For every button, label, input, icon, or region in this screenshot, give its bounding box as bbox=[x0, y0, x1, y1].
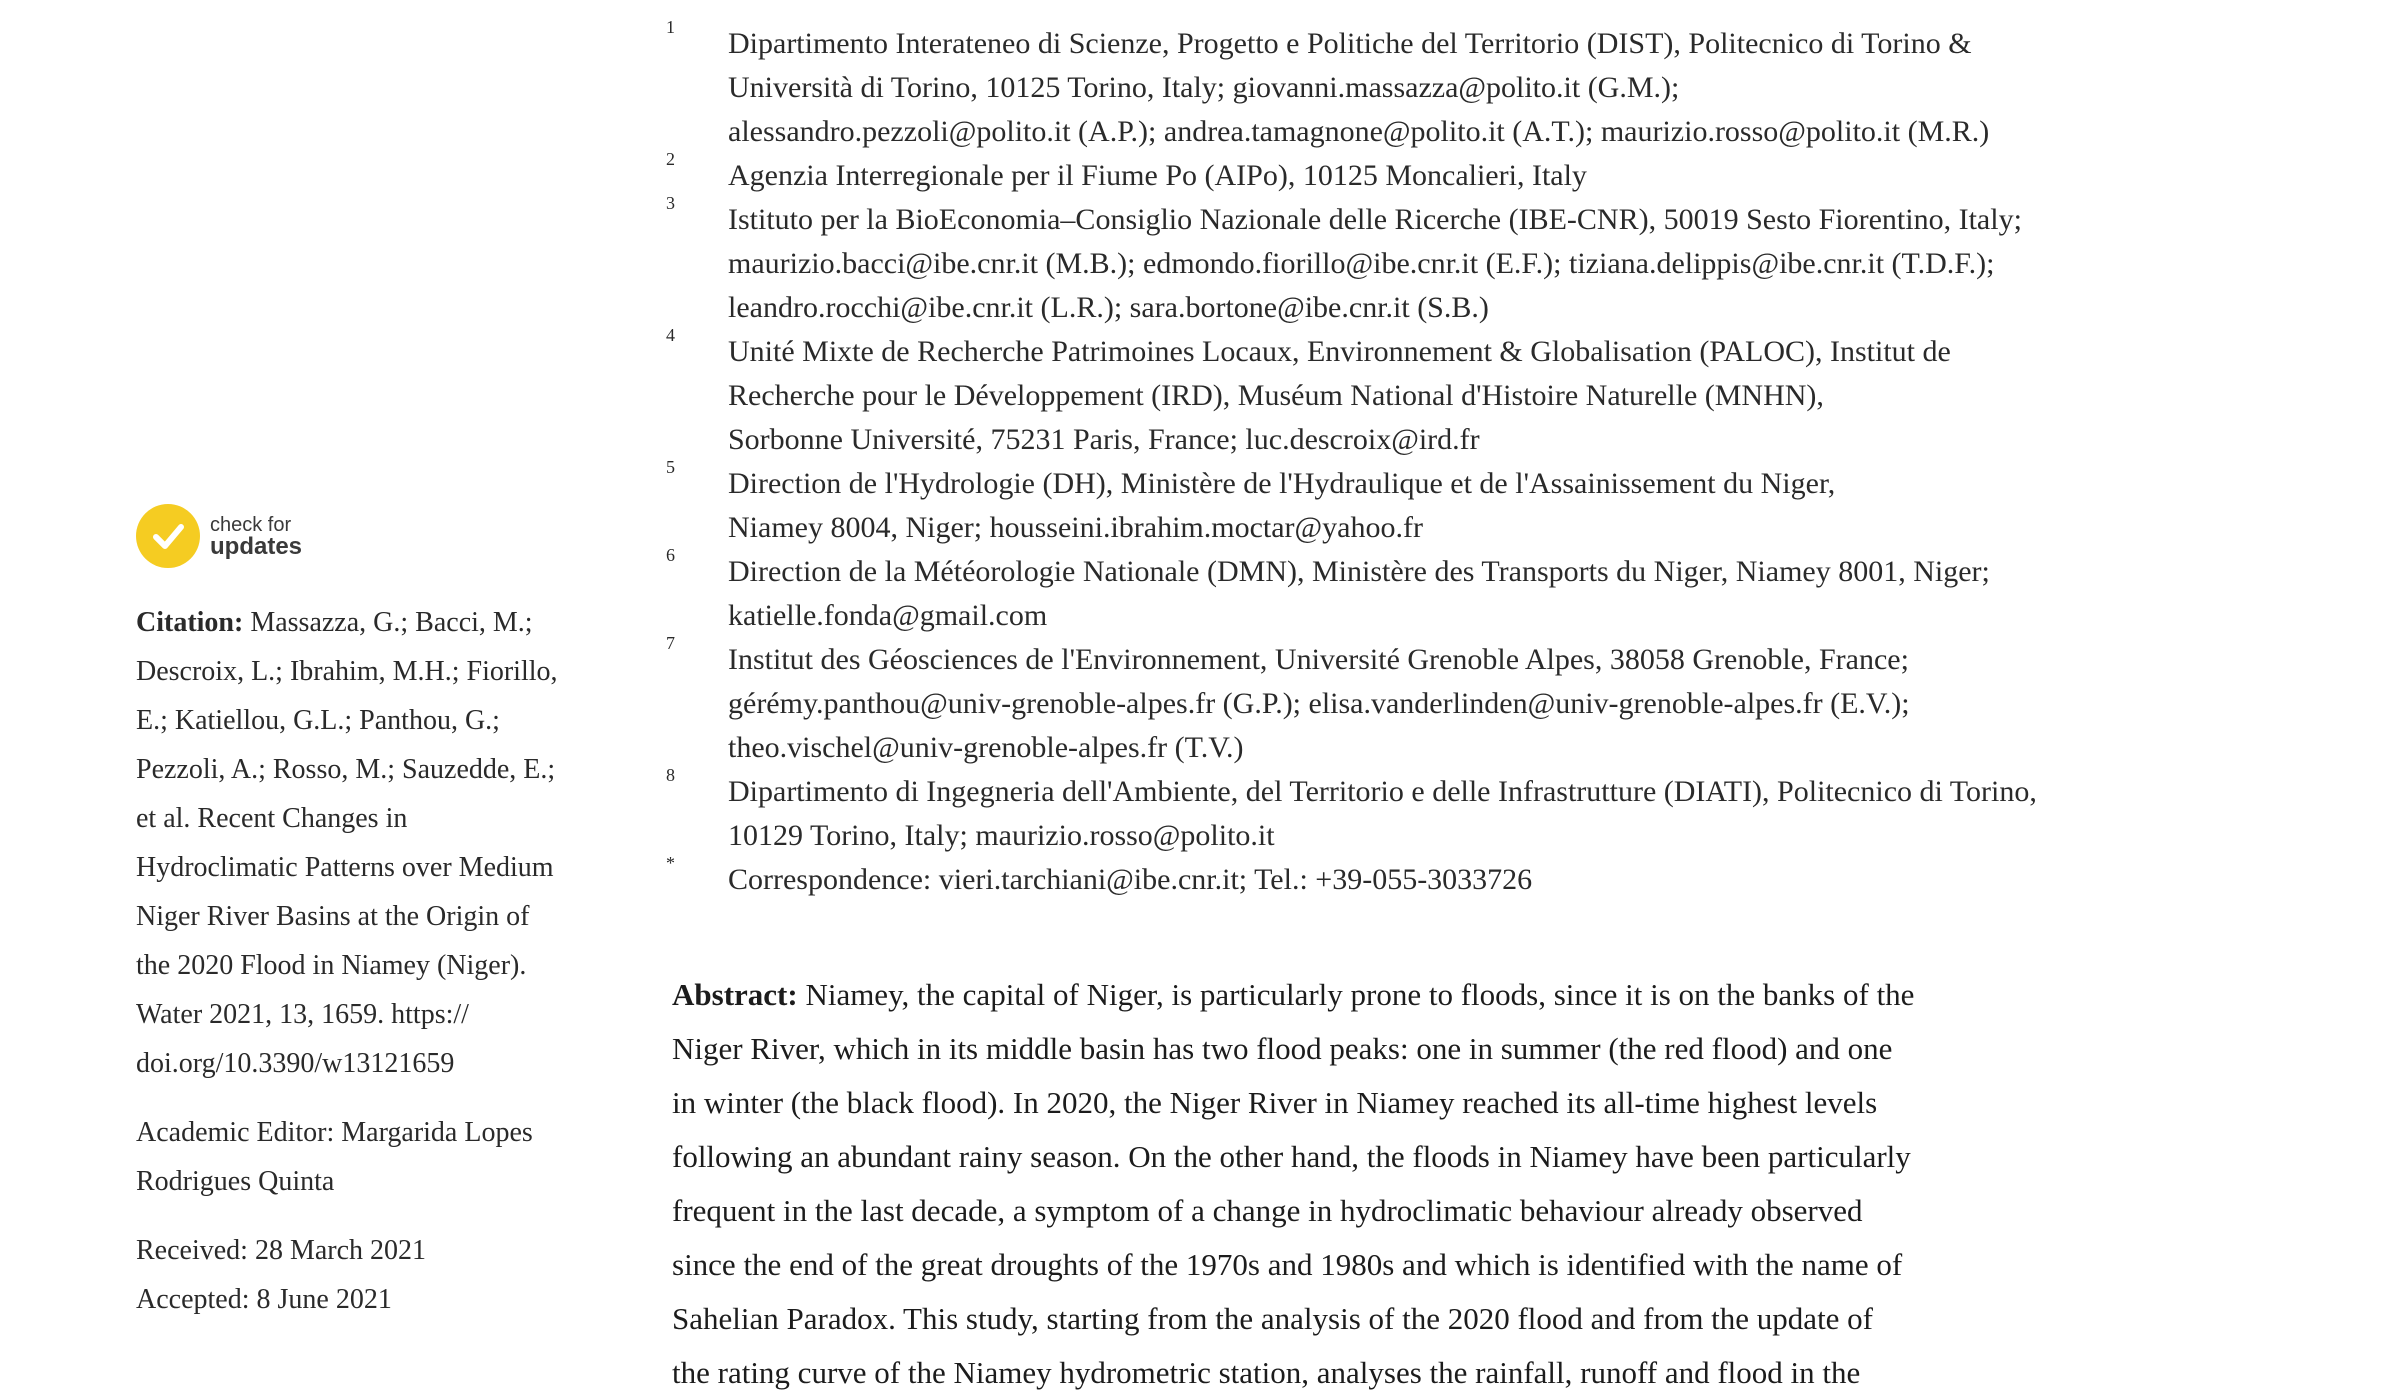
affiliation-number: 1 bbox=[666, 17, 675, 37]
affiliation-line: 10129 Torino, Italy; maurizio.rosso@polito.it bbox=[728, 819, 1275, 852]
academic-editor-line: Rodrigues Quinta bbox=[136, 1166, 335, 1197]
affiliation-line: Sorbonne Université, 75231 Paris, France; luc.descroix@ird.fr bbox=[728, 423, 1480, 456]
affiliation-3 bbox=[660, 193, 2300, 330]
abstract bbox=[672, 968, 2282, 1400]
checkmark-icon bbox=[136, 504, 200, 568]
abstract-text: Niamey, the capital of Niger, is particularly prone to floods, since it is on the banks of the bbox=[797, 977, 1915, 1012]
abstract-line bbox=[672, 968, 2282, 1022]
citation-line bbox=[136, 598, 616, 647]
affiliation-line: Unité Mixte de Recherche Patrimoines Locaux, Environnement & Globalisation (PALOC), Institut de bbox=[728, 335, 1951, 368]
abstract-line: since the end of the great droughts of the 1970s and 1980s and which is identified with the name of bbox=[672, 1247, 1903, 1282]
affiliation-2 bbox=[660, 149, 2300, 198]
affiliation-line: Direction de l'Hydrologie (DH), Ministère de l'Hydraulique et de l'Assainissement du Niger, bbox=[728, 467, 1836, 500]
citation-line: et al. Recent Changes in bbox=[136, 803, 408, 834]
academic-editor-line: Academic Editor: Margarida Lopes bbox=[136, 1117, 533, 1148]
affiliation-number: 7 bbox=[666, 633, 675, 653]
affiliation-line: Niamey 8004, Niger; housseini.ibrahim.moctar@yahoo.fr bbox=[728, 511, 1423, 544]
citation-line: the 2020 Flood in Niamey (Niger). bbox=[136, 950, 527, 981]
affiliation-5 bbox=[660, 457, 2300, 550]
affiliation-number: * bbox=[666, 853, 675, 873]
affiliation-number: 4 bbox=[666, 325, 675, 345]
affiliation-4 bbox=[660, 325, 2300, 462]
check-for-updates-button[interactable] bbox=[136, 498, 346, 574]
abstract-line: following an abundant rainy season. On the other hand, the floods in Niamey have been particularly bbox=[672, 1139, 1911, 1174]
affiliation-line: Institut des Géosciences de l'Environnement, Université Grenoble Alpes, 38058 Grenoble, France; bbox=[728, 643, 1909, 676]
affiliation-list bbox=[660, 17, 2300, 902]
affiliation-8 bbox=[660, 765, 2300, 858]
check-for-text: check for bbox=[210, 514, 292, 536]
dates-block bbox=[136, 1226, 616, 1324]
affiliation-line: katielle.fonda@gmail.com bbox=[728, 599, 1048, 632]
correspondence-line: Correspondence: vieri.tarchiani@ibe.cnr.it; Tel.: +39-055-3033726 bbox=[728, 863, 1533, 896]
affiliation-number: 2 bbox=[666, 149, 675, 169]
affiliation-line: Dipartimento di Ingegneria dell'Ambiente, del Territorio e delle Infrastrutture (DIATI), Politecnico di Torino, bbox=[728, 775, 2037, 808]
abstract-line: the rating curve of the Niamey hydrometric station, analyses the rainfall, runoff and flood in the bbox=[672, 1355, 1861, 1390]
academic-editor-block bbox=[136, 1108, 616, 1206]
affiliation-line: Direction de la Météorologie Nationale (DMN), Ministère des Transports du Niger, Niamey 8001, Niger; bbox=[728, 555, 1990, 588]
citation-block bbox=[136, 598, 616, 1088]
citation-line: Descroix, L.; Ibrahim, M.H.; Fiorillo, bbox=[136, 656, 558, 687]
affiliation-1 bbox=[660, 17, 2300, 154]
citation-doi-link[interactable]: doi.org/10.3390/w13121659 bbox=[136, 1048, 455, 1079]
affiliation-number: 6 bbox=[666, 545, 675, 565]
affiliation-line: theo.vischel@univ-grenoble-alpes.fr (T.V.) bbox=[728, 731, 1244, 764]
accepted-date: Accepted: 8 June 2021 bbox=[136, 1284, 392, 1315]
affiliation-line: Università di Torino, 10125 Torino, Italy; giovanni.massazza@polito.it (G.M.); bbox=[728, 71, 1680, 104]
citation-line: E.; Katiellou, G.L.; Panthou, G.; bbox=[136, 705, 500, 736]
affiliation-line: Dipartimento Interateneo di Scienze, Progetto e Politiche del Territorio (DIST), Politecnico di Torino & bbox=[728, 27, 1972, 60]
citation-text: Massazza, G.; Bacci, M.; bbox=[243, 607, 533, 638]
affiliation-line: gérémy.panthou@univ-grenoble-alpes.fr (G.P.); elisa.vanderlinden@univ-grenoble-alpes.fr (E.V.); bbox=[728, 687, 1910, 720]
affiliation-number: 3 bbox=[666, 193, 675, 213]
affiliation-line: maurizio.bacci@ibe.cnr.it (M.B.); edmondo.fiorillo@ibe.cnr.it (E.F.); tiziana.delippis@ibe.cnr.it (T.D.F.); bbox=[728, 247, 1995, 280]
abstract-line: Niger River, which in its middle basin has two flood peaks: one in summer (the red flood) and one bbox=[672, 1031, 1893, 1066]
correspondence bbox=[660, 853, 2300, 902]
updates-text: updates bbox=[210, 533, 303, 560]
citation-line: Pezzoli, A.; Rosso, M.; Sauzedde, E.; bbox=[136, 754, 556, 785]
article-sidebar bbox=[136, 598, 616, 1344]
affiliation-number: 5 bbox=[666, 457, 675, 477]
citation-line: Niger River Basins at the Origin of bbox=[136, 901, 530, 932]
citation-label: Citation: bbox=[136, 607, 244, 638]
check-for-updates-label bbox=[210, 514, 302, 558]
affiliation-line: leandro.rocchi@ibe.cnr.it (L.R.); sara.bortone@ibe.cnr.it (S.B.) bbox=[728, 291, 1489, 324]
abstract-line: Sahelian Paradox. This study, starting from the analysis of the 2020 flood and from the update of bbox=[672, 1301, 1874, 1336]
citation-line: Hydroclimatic Patterns over Medium bbox=[136, 852, 554, 883]
affiliation-7 bbox=[660, 633, 2300, 770]
affiliation-line: Istituto per la BioEconomia–Consiglio Nazionale delle Ricerche (IBE-CNR), 50019 Sesto Fiorentino, Italy; bbox=[728, 203, 2022, 236]
affiliation-6 bbox=[660, 545, 2300, 638]
affiliation-number: 8 bbox=[666, 765, 675, 785]
citation-line: Water 2021, 13, 1659. https:// bbox=[136, 999, 469, 1030]
abstract-label: Abstract: bbox=[672, 977, 798, 1012]
affiliation-line: Recherche pour le Développement (IRD), Muséum National d'Histoire Naturelle (MNHN), bbox=[728, 379, 1824, 412]
abstract-line: frequent in the last decade, a symptom of a change in hydroclimatic behaviour already observed bbox=[672, 1193, 1863, 1228]
affiliation-line: alessandro.pezzoli@polito.it (A.P.); andrea.tamagnone@polito.it (A.T.); maurizio.rosso@polito.it (M.R.) bbox=[728, 115, 1990, 148]
affiliation-line: Agenzia Interregionale per il Fiume Po (AIPo), 10125 Moncalieri, Italy bbox=[728, 159, 1587, 192]
abstract-line: in winter (the black flood). In 2020, the Niger River in Niamey reached its all-time highest levels bbox=[672, 1085, 1878, 1120]
received-date: Received: 28 March 2021 bbox=[136, 1235, 427, 1266]
